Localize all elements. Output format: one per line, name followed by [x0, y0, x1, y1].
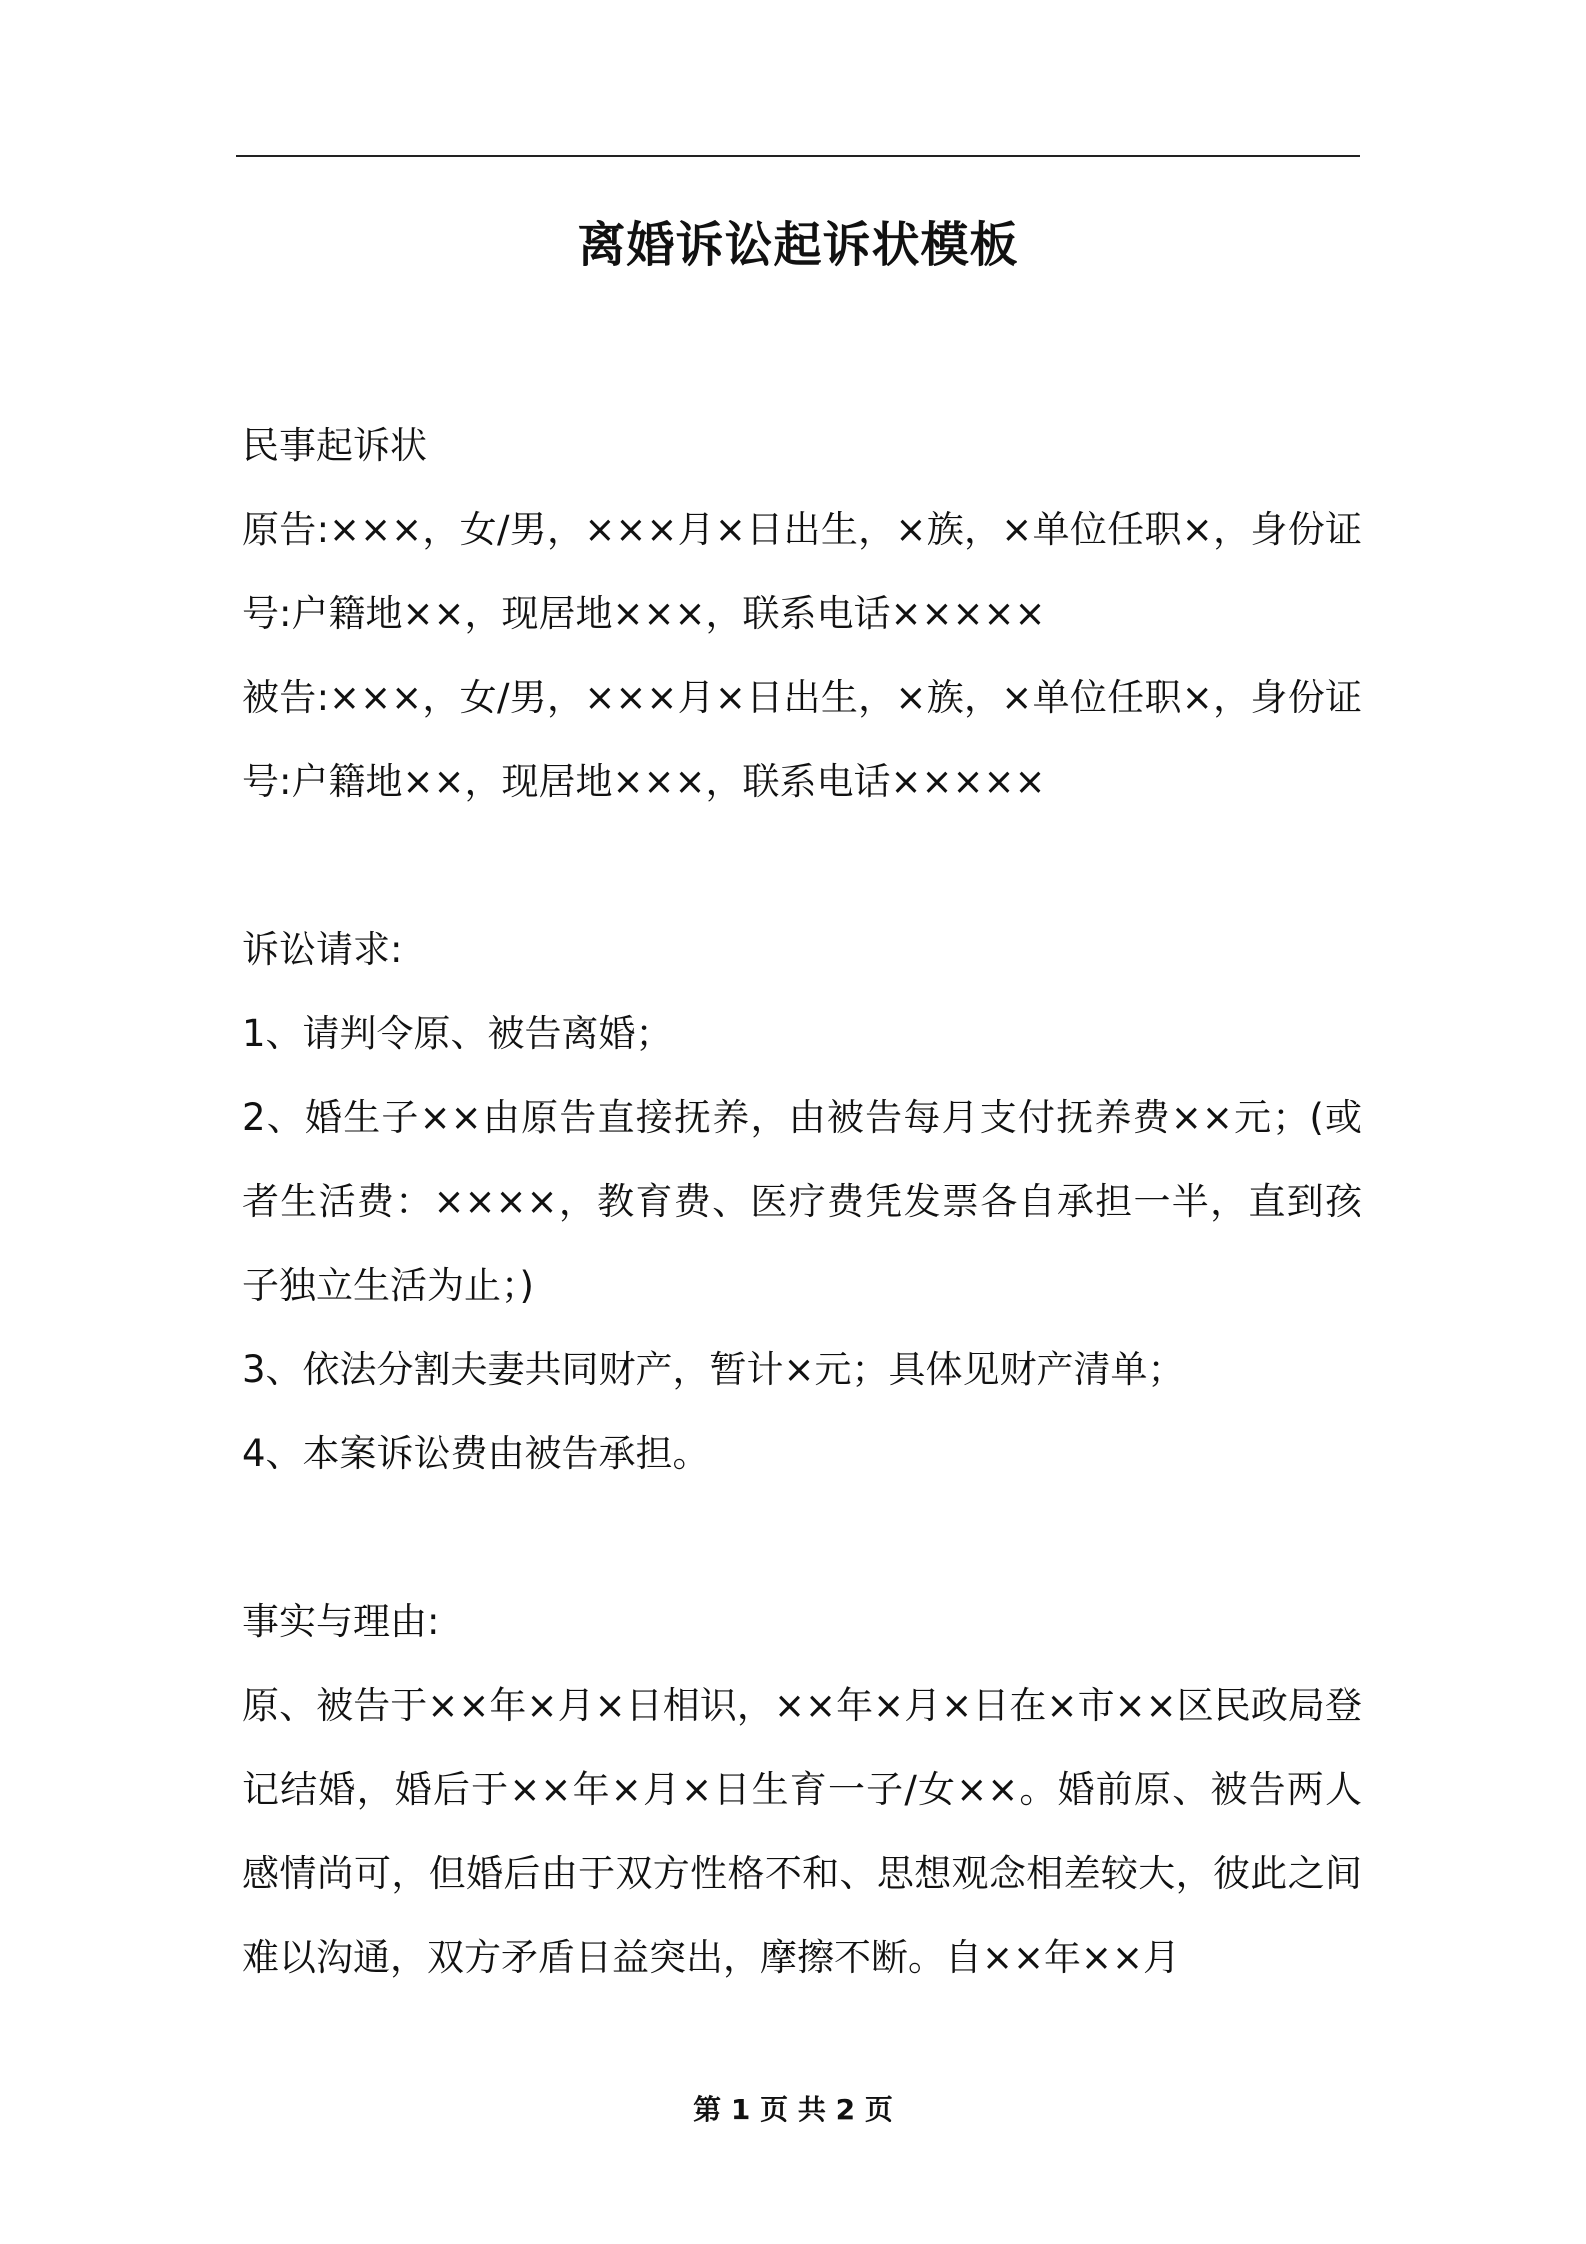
claim-item-2: 2、婚生子××由原告直接抚养，由被告每月支付抚养费××元；(或者生活费：××××，教育费、医疗费凭发票各自承担一半，直到孩子独立生活为止；) [242, 1096, 1362, 1307]
claim-item-1: 1、请判令原、被告离婚； [242, 1012, 673, 1055]
section-gap [242, 1496, 1362, 1580]
claims-heading: 诉讼请求: [242, 928, 403, 971]
section-gap [242, 824, 1362, 908]
claim-item-3: 3、依法分割夫妻共同财产，暂计×元；具体见财产清单； [242, 1348, 1185, 1391]
document-body [242, 404, 1362, 2000]
defendant-info: 被告:×××，女/男，×××月×日出生，×族，×单位任职×，身份证号:户籍地××，现居地×××，联系电话××××× [242, 676, 1362, 803]
header-rule [236, 155, 1360, 157]
claim-item-4: 4、本案诉讼费由被告承担。 [242, 1432, 710, 1475]
document-title: 离婚诉讼起诉状模板 [577, 217, 1019, 273]
facts-heading: 事实与理由: [242, 1600, 440, 1643]
page-footer: 第 1 页 共 2 页 [693, 2093, 893, 2126]
facts-paragraph: 原、被告于××年×月×日相识，××年×月×日在×市××区民政局登记结婚，婚后于××年×月×日生育一子/女××。婚前原、被告两人感情尚可，但婚后由于双方性格不和、思想观念相差较大，彼此之间难以沟通，双方矛盾日益突出，摩擦不断。自××年××月 [242, 1684, 1362, 1979]
plaintiff-info: 原告:×××，女/男，×××月×日出生，×族，×单位任职×，身份证号:户籍地××，现居地×××，联系电话××××× [242, 508, 1362, 635]
heading-civil-complaint: 民事起诉状 [242, 424, 427, 467]
